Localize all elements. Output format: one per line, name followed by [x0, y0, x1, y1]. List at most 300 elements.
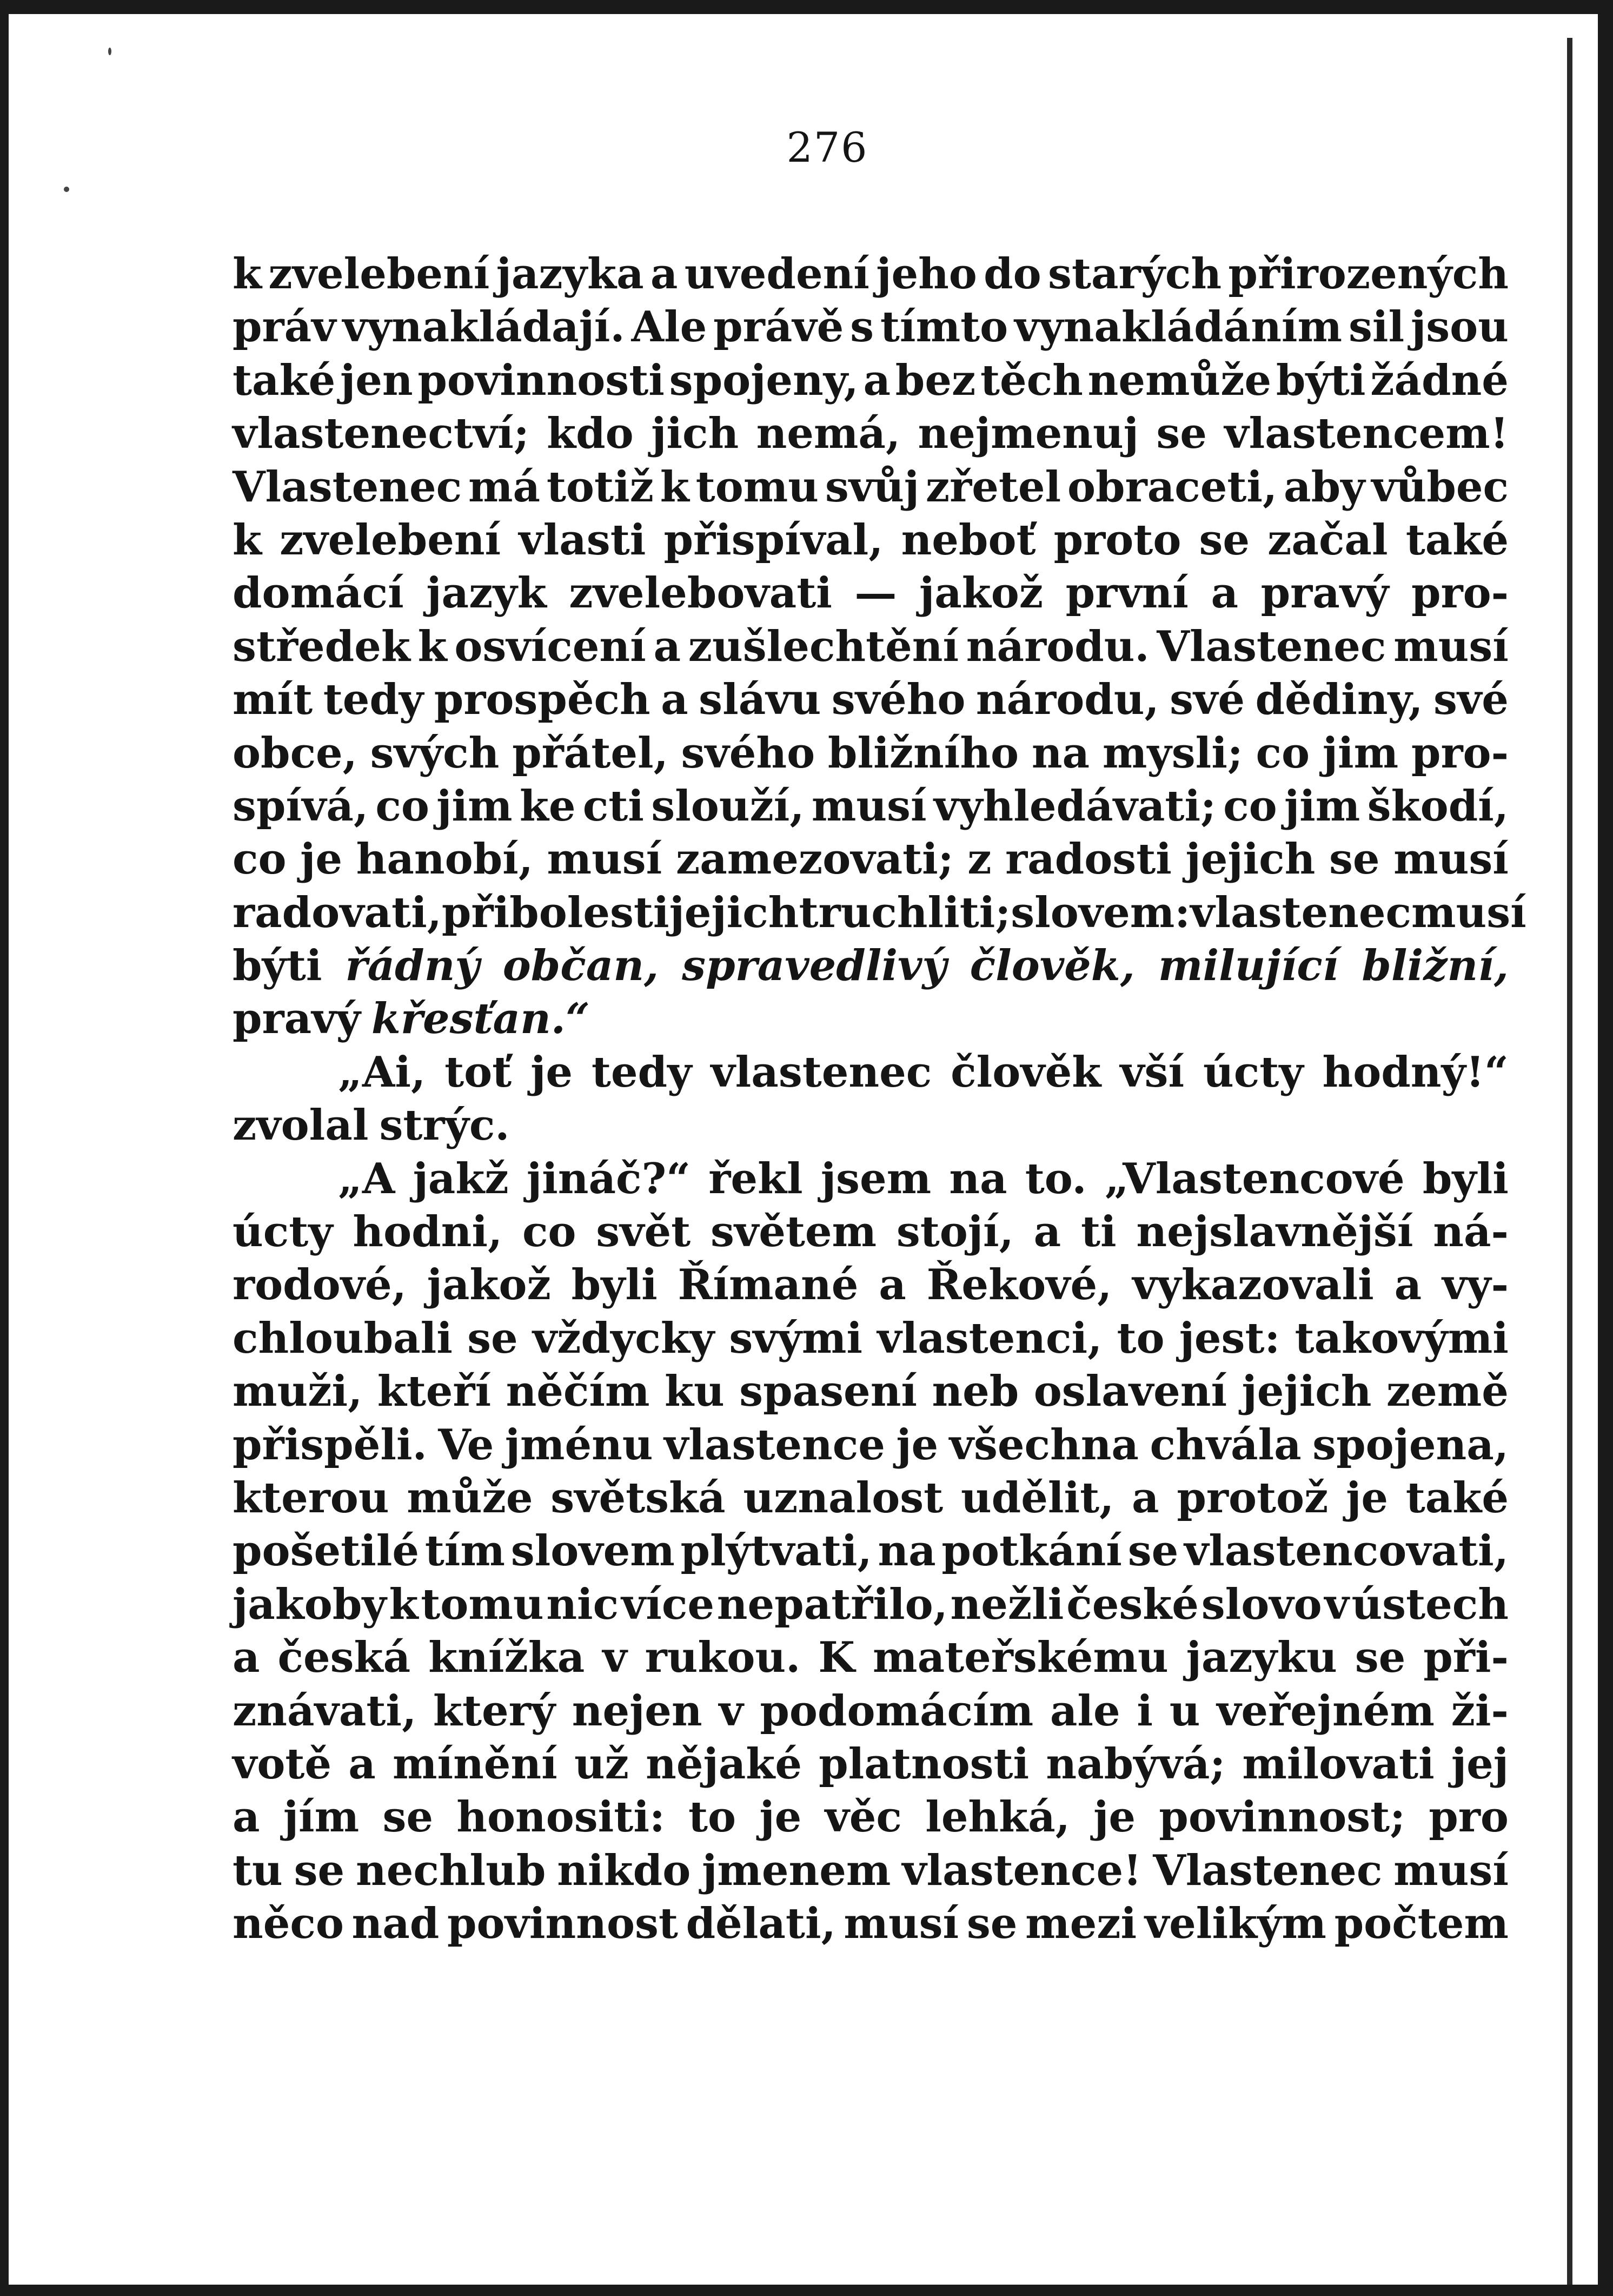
- text-line: [233, 939, 1509, 992]
- word: také: [1405, 515, 1509, 565]
- word: světská: [550, 1473, 726, 1523]
- word: rodové,: [233, 1260, 407, 1310]
- word: z: [967, 835, 992, 884]
- word: a: [233, 1792, 260, 1842]
- page-number: 276: [786, 123, 868, 171]
- word: řádný: [345, 941, 480, 991]
- word: jejich: [1242, 1367, 1372, 1417]
- word: vyhledávati;: [933, 781, 1216, 831]
- word: nemůže: [1087, 355, 1272, 405]
- word: hodni,: [353, 1207, 503, 1257]
- word: země: [1386, 1367, 1509, 1417]
- word: jménu: [505, 1420, 653, 1470]
- text-line: [233, 1525, 1509, 1578]
- word: v: [1324, 1579, 1349, 1629]
- word: práv: [233, 302, 336, 352]
- word: je: [759, 1792, 802, 1842]
- text-line: [233, 620, 1509, 673]
- word: znávati,: [233, 1686, 417, 1736]
- word: zamezovati;: [675, 835, 954, 884]
- text-line: [233, 1897, 1509, 1950]
- word: nepatřilo,: [716, 1579, 948, 1629]
- word: se: [467, 1313, 518, 1363]
- word: jen: [340, 355, 413, 405]
- scan-speck: [108, 48, 111, 55]
- word: co: [233, 835, 287, 884]
- word: nad: [351, 1899, 440, 1949]
- word: a: [1211, 568, 1239, 618]
- word: to: [688, 1792, 736, 1842]
- word: a: [233, 1633, 260, 1683]
- word: se: [1156, 409, 1207, 459]
- word: a: [863, 355, 891, 405]
- word: osvícení: [454, 621, 646, 671]
- word: vlastencovati,: [1184, 1526, 1509, 1576]
- text-line: [233, 673, 1509, 726]
- word: první: [1065, 568, 1189, 618]
- word: chvála: [1150, 1420, 1302, 1470]
- word: neboť: [901, 515, 1036, 565]
- text-line: [233, 1419, 1509, 1472]
- word: chloubali: [233, 1313, 453, 1363]
- word: povinnosti: [417, 355, 665, 405]
- word: také: [233, 355, 336, 405]
- scan-border-right-inner: [1567, 38, 1572, 2285]
- word: slovem:: [1011, 888, 1191, 937]
- word: svůj: [825, 462, 919, 512]
- word: české: [1066, 1579, 1199, 1629]
- word: to: [1117, 1313, 1165, 1363]
- text-line: [233, 1153, 1509, 1206]
- word: jejich: [1185, 835, 1316, 884]
- word: povinnost: [447, 1899, 678, 1949]
- word: jazyku: [1186, 1633, 1337, 1683]
- word: zřetel: [925, 462, 1061, 512]
- text-line: [233, 301, 1509, 354]
- word: toť: [444, 1047, 512, 1097]
- word: Vlastenec: [1157, 621, 1386, 671]
- word: uvedení: [684, 249, 869, 299]
- word: povinnost;: [1159, 1792, 1405, 1842]
- text-line: [233, 1738, 1509, 1791]
- word: křesťan.“: [371, 994, 590, 1044]
- word: kteří: [377, 1367, 492, 1417]
- word: Římané: [678, 1260, 859, 1310]
- word: úcty: [233, 1207, 333, 1257]
- word: slouží,: [651, 781, 805, 831]
- word: vždycky: [532, 1313, 715, 1363]
- word: svého: [831, 675, 966, 725]
- word: k: [233, 249, 262, 299]
- word: Ve: [438, 1420, 494, 1470]
- word: spojeny,: [669, 355, 859, 405]
- word: tomu: [695, 462, 819, 512]
- word: byli: [1422, 1154, 1509, 1203]
- word: vlasti: [519, 515, 646, 565]
- text-line: [233, 1631, 1509, 1684]
- word: u: [1169, 1686, 1200, 1736]
- word: jim: [1322, 728, 1399, 778]
- word: lehká,: [925, 1792, 1070, 1842]
- word: svého: [681, 728, 815, 778]
- word: právě: [713, 302, 844, 352]
- word: jej: [1451, 1739, 1509, 1789]
- word: nejen: [572, 1686, 702, 1736]
- word: protož: [1177, 1473, 1329, 1523]
- word: jim: [436, 781, 513, 831]
- word: vší: [1120, 1047, 1185, 1097]
- word: mít: [233, 675, 313, 725]
- word: pravý: [1260, 568, 1389, 618]
- word: ži-: [1451, 1686, 1509, 1736]
- word: radosti: [1005, 835, 1172, 884]
- word: zvelebení: [268, 249, 490, 299]
- word: národu,: [975, 675, 1159, 725]
- word: který: [433, 1686, 556, 1736]
- word: jeho: [876, 249, 977, 299]
- word: nechlub: [356, 1845, 546, 1895]
- word: musí: [1393, 1845, 1509, 1895]
- word: i: [1137, 1686, 1153, 1736]
- word: tím: [424, 1526, 505, 1576]
- text-line: [233, 1685, 1509, 1738]
- word: pošetilé: [233, 1526, 420, 1576]
- word: domácí: [233, 568, 404, 618]
- word: ke: [519, 781, 576, 831]
- word: a: [879, 1260, 906, 1310]
- word: a: [650, 249, 678, 299]
- word: vlastence!: [902, 1845, 1142, 1895]
- word: je: [896, 1420, 939, 1470]
- text-line: [233, 1099, 1509, 1152]
- word: bližní,: [1362, 941, 1509, 991]
- word: vlastencem!: [1224, 409, 1509, 459]
- body-text: [233, 248, 1526, 1951]
- word: svých: [370, 728, 500, 778]
- word: člověk: [951, 1047, 1101, 1097]
- word: muži,: [233, 1367, 363, 1417]
- word: strýc.: [379, 1101, 510, 1150]
- word: obce,: [233, 728, 357, 778]
- word: do: [984, 249, 1041, 299]
- word: votě: [233, 1739, 332, 1789]
- word: je: [300, 835, 342, 884]
- scan-speck: [64, 187, 69, 192]
- word: se: [294, 1845, 345, 1895]
- word: vykazovali: [1132, 1260, 1374, 1310]
- word: platnosti: [819, 1739, 1030, 1789]
- word: uznalost: [743, 1473, 944, 1523]
- text-line: [233, 727, 1509, 780]
- word: řekl: [708, 1154, 803, 1203]
- word: národu.: [966, 621, 1150, 671]
- word: k: [233, 515, 262, 565]
- word: býti: [1276, 355, 1366, 405]
- word: aby: [1284, 462, 1365, 512]
- word: Ale: [631, 302, 707, 352]
- word: nejmenuj: [918, 409, 1139, 459]
- word: nějaké: [646, 1739, 802, 1789]
- word: co: [1223, 781, 1277, 831]
- text-line: [233, 1844, 1509, 1897]
- word: musí: [811, 781, 927, 831]
- word: a: [1394, 1260, 1422, 1310]
- text-line: [233, 780, 1509, 833]
- word: vlastenec: [711, 1047, 932, 1097]
- word: jich: [651, 409, 739, 459]
- word: nejslavnější: [1136, 1207, 1413, 1257]
- word: Vlastenec: [1153, 1845, 1383, 1895]
- word: ústech: [1351, 1579, 1509, 1629]
- word: musí: [1393, 621, 1509, 671]
- text-line: [233, 833, 1509, 886]
- word: to.: [1025, 1154, 1087, 1203]
- word: ale: [1050, 1686, 1120, 1736]
- word: více: [621, 1579, 715, 1629]
- word: dědiny,: [1255, 675, 1423, 725]
- word: spasení: [739, 1367, 918, 1417]
- word: věc: [825, 1792, 902, 1842]
- word: se: [966, 1899, 1018, 1949]
- word: občan,: [502, 941, 659, 991]
- word: totiž: [546, 462, 654, 512]
- word: jakož: [919, 568, 1044, 618]
- word: vy-: [1442, 1260, 1509, 1310]
- word: hanobí,: [356, 835, 533, 884]
- word: něco: [233, 1899, 344, 1949]
- text-line: [233, 1046, 1509, 1099]
- word: starých: [1048, 249, 1222, 299]
- word: při-: [1423, 1633, 1509, 1683]
- word: jsem: [820, 1154, 932, 1203]
- word: s: [850, 302, 874, 352]
- word: spojena,: [1312, 1420, 1509, 1470]
- word: tímto: [880, 302, 1008, 352]
- text-line: [233, 1365, 1509, 1418]
- word: oslavení: [1033, 1367, 1227, 1417]
- word: jmenem: [702, 1845, 891, 1895]
- word: na: [1031, 728, 1090, 778]
- word: úcty: [1203, 1047, 1304, 1097]
- word: jakž: [413, 1154, 509, 1203]
- word: svět: [596, 1207, 691, 1257]
- word: nic: [546, 1579, 619, 1629]
- word: česká: [277, 1633, 411, 1683]
- word: ku: [664, 1367, 725, 1417]
- word: tedy: [591, 1047, 692, 1097]
- word: vlastence: [663, 1420, 885, 1470]
- word: na: [878, 1526, 936, 1576]
- word: v: [602, 1633, 627, 1683]
- word: byli: [571, 1260, 658, 1310]
- word: jejich: [669, 888, 799, 937]
- word: —: [854, 568, 897, 618]
- word: je: [1093, 1792, 1136, 1842]
- word: jím: [283, 1792, 360, 1842]
- word: jim: [1284, 781, 1360, 831]
- word: těch: [980, 355, 1083, 405]
- word: k: [417, 621, 447, 671]
- word: zvelebení: [280, 515, 501, 565]
- word: plýtvati,: [680, 1526, 872, 1576]
- word: přispěli.: [233, 1420, 427, 1470]
- word: musí: [844, 1899, 959, 1949]
- text-line: [233, 248, 1509, 301]
- text-line: [233, 1578, 1509, 1631]
- word: zvelebovati: [569, 568, 832, 618]
- word: hodný!“: [1322, 1047, 1509, 1097]
- word: se: [382, 1792, 434, 1842]
- word: člověk,: [970, 941, 1135, 991]
- word: a: [1033, 1207, 1061, 1257]
- word: své: [1433, 675, 1509, 725]
- word: velikým: [1144, 1899, 1326, 1949]
- word: může: [407, 1473, 533, 1523]
- word: jazyk: [426, 568, 547, 618]
- scan-border-top: [0, 0, 1613, 14]
- word: jakož: [427, 1260, 551, 1310]
- word: pro-: [1411, 568, 1509, 618]
- word: středek: [233, 621, 410, 671]
- word: počtem: [1334, 1899, 1509, 1949]
- word: a: [1132, 1473, 1159, 1523]
- text-line: [233, 1472, 1509, 1525]
- text-line: [233, 992, 1509, 1046]
- word: rukou.: [645, 1633, 801, 1683]
- word: pro: [1429, 1792, 1509, 1842]
- word: je: [530, 1047, 573, 1097]
- text-line: [233, 514, 1509, 567]
- word: musí: [1411, 888, 1526, 937]
- word: kdo: [547, 409, 634, 459]
- word: potkání: [941, 1526, 1122, 1576]
- word: spravedlivý: [682, 941, 947, 991]
- word: radovati,: [233, 888, 442, 937]
- word: nikdo: [557, 1845, 691, 1895]
- scan-border-left: [0, 0, 9, 2296]
- word: knížka: [428, 1633, 585, 1683]
- word: K: [818, 1633, 855, 1683]
- word: proto: [1053, 515, 1181, 565]
- word: obraceti,: [1067, 462, 1278, 512]
- word: pravý: [233, 994, 361, 1044]
- word: mysli;: [1102, 728, 1243, 778]
- word: podomácím: [760, 1686, 1034, 1736]
- word: nemá,: [756, 409, 901, 459]
- word: se: [1127, 1526, 1179, 1576]
- word: tu: [233, 1845, 283, 1895]
- word: mateřskému: [873, 1633, 1169, 1683]
- word: vynakládají.: [342, 302, 625, 352]
- word: vlastenec: [1190, 888, 1411, 937]
- word: nabývá;: [1046, 1739, 1226, 1789]
- text-line: [233, 1259, 1509, 1312]
- scan-border-right: [1598, 0, 1613, 2296]
- text-line: [233, 567, 1509, 620]
- word: zušlechtění: [688, 621, 959, 671]
- word: mezi: [1025, 1899, 1137, 1949]
- word: „A: [338, 1154, 395, 1203]
- word: kterou: [233, 1473, 389, 1523]
- word: už: [574, 1739, 629, 1789]
- word: musí: [547, 835, 662, 884]
- word: také: [1405, 1473, 1509, 1523]
- word: jsou: [1411, 302, 1509, 352]
- text-line: [233, 1312, 1509, 1365]
- word: spívá,: [233, 781, 369, 831]
- word: zvolal: [233, 1101, 369, 1150]
- word: přátel,: [512, 728, 668, 778]
- word: takovými: [1295, 1313, 1509, 1363]
- word: a: [661, 675, 688, 725]
- word: jest:: [1179, 1313, 1280, 1363]
- word: mínění: [392, 1739, 557, 1789]
- word: má: [468, 462, 541, 512]
- word: co: [522, 1207, 576, 1257]
- word: k: [660, 462, 689, 512]
- text-line: [233, 886, 1526, 939]
- word: jazyka: [496, 249, 644, 299]
- word: stojí,: [896, 1207, 1014, 1257]
- word: světem: [710, 1207, 877, 1257]
- word: vynakládáním: [1014, 302, 1343, 352]
- word: slovo: [1201, 1579, 1322, 1629]
- word: bez: [895, 355, 976, 405]
- word: slovem: [510, 1526, 675, 1576]
- word: se: [1329, 835, 1380, 884]
- word: a: [653, 621, 681, 671]
- word: přispíval,: [663, 515, 884, 565]
- word: něčím: [506, 1367, 650, 1417]
- word: bližního: [827, 728, 1019, 778]
- word: škodí,: [1367, 781, 1509, 831]
- word: neb: [932, 1367, 1019, 1417]
- word: prospěch: [434, 675, 650, 725]
- word: honositi:: [456, 1792, 665, 1842]
- word: veřejném: [1217, 1686, 1435, 1736]
- word: k: [389, 1579, 419, 1629]
- word: ti: [1080, 1207, 1117, 1257]
- word: se: [1199, 515, 1250, 565]
- word: dělati,: [686, 1899, 836, 1949]
- word: svými: [729, 1313, 863, 1363]
- word: cti: [582, 781, 644, 831]
- word: všechna: [949, 1420, 1139, 1470]
- word: tomu: [421, 1579, 544, 1629]
- word: se: [1355, 1633, 1406, 1683]
- text-line: [233, 1206, 1509, 1259]
- word: co: [375, 781, 429, 831]
- word: začal: [1267, 515, 1388, 565]
- word: své: [1170, 675, 1245, 725]
- word: nežli: [950, 1579, 1064, 1629]
- word: co: [1256, 728, 1310, 778]
- word: sil: [1348, 302, 1405, 352]
- text-line: [233, 461, 1509, 514]
- word: slávu: [699, 675, 821, 725]
- scan-border-bottom: [0, 2285, 1613, 2296]
- word: tedy: [323, 675, 424, 725]
- word: býti: [233, 941, 322, 991]
- word: při: [441, 888, 510, 937]
- text-line: [233, 407, 1509, 460]
- word: udělit,: [960, 1473, 1114, 1523]
- word: musí: [1393, 835, 1509, 884]
- word: jakoby: [233, 1579, 387, 1629]
- word: Řekové,: [926, 1260, 1112, 1310]
- word: truchliti;: [799, 888, 1011, 937]
- word: Vlastenec: [233, 462, 462, 512]
